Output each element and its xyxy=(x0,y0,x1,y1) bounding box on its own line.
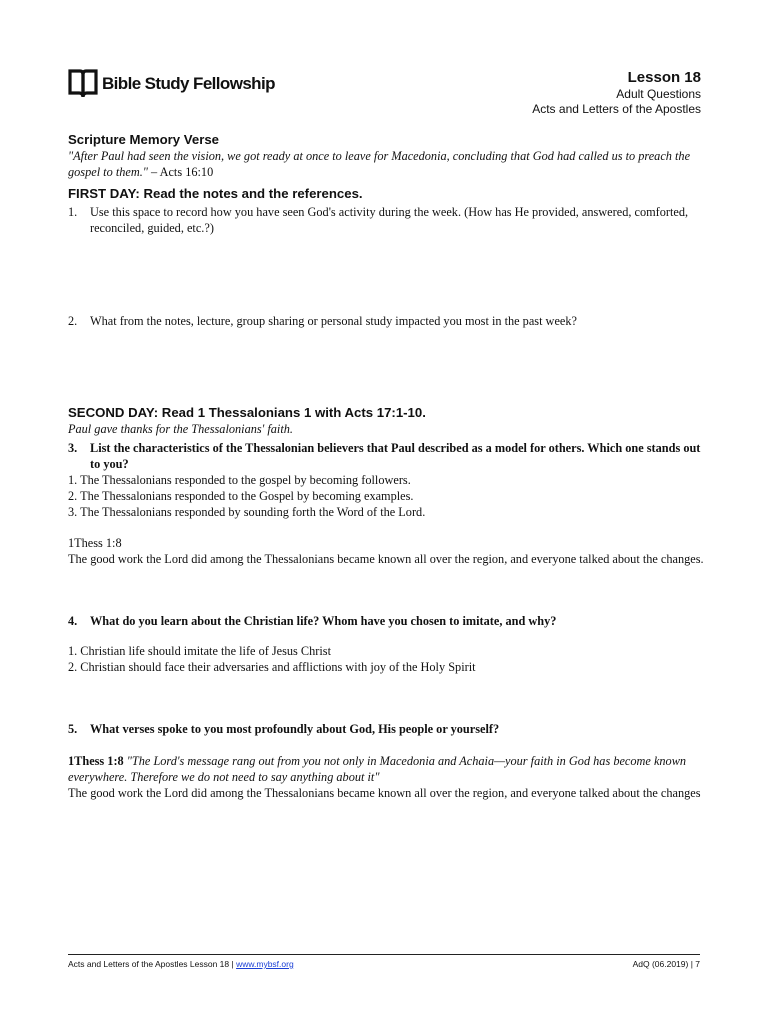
question-2-text: What from the notes, lecture, group sharing or personal study impacted you most in the past week? xyxy=(90,314,577,328)
memory-verse-quote: "After Paul had seen the vision, we got ready at once to leave for Macedonia, concluding that God had called us to preach the gospel to them." xyxy=(68,149,691,179)
answer-line: 2. Christian should face their adversaries and afflictions with joy of the Holy Spirit xyxy=(68,660,476,674)
memory-verse-title: Scripture Memory Verse xyxy=(68,132,219,147)
question-3-ref: 1Thess 1:8 xyxy=(68,536,122,550)
question-4 xyxy=(68,613,706,629)
question-4-text: What do you learn about the Christian life? Whom have you chosen to imitate, and why? xyxy=(90,614,557,628)
question-2 xyxy=(68,313,706,329)
page-footer xyxy=(68,959,700,969)
question-5-verse xyxy=(68,753,706,785)
question-5-quote: "The Lord's message rang out from you not only in Macedonia and Achaia—your faith in God has become known everywhere. Therefore we do not need to say anything about it" xyxy=(68,754,687,784)
question-2-number: 2. xyxy=(68,314,78,328)
question-3-note: The good work the Lord did among the Thessalonians became known all over the region, and everyone talked about the changes. xyxy=(68,552,704,566)
question-3-number: 3. xyxy=(68,441,78,455)
second-day-subheading: Paul gave thanks for the Thessalonians' faith. xyxy=(68,422,293,436)
question-5 xyxy=(68,721,706,737)
second-day-heading: SECOND DAY: Read 1 Thessalonians 1 with Acts 17:1-10. xyxy=(68,405,426,420)
first-day-heading: FIRST DAY: Read the notes and the references. xyxy=(68,186,363,201)
answer-line: 1. Christian life should imitate the life of Jesus Christ xyxy=(68,644,331,658)
question-4-answers xyxy=(68,643,706,675)
footer-left xyxy=(68,959,294,969)
lesson-subtitle: Adult Questions xyxy=(616,87,701,101)
question-1-number: 1. xyxy=(68,205,78,219)
question-1-text: Use this space to record how you have seen God's activity during the week. (How has He provided, answered, comforted, reconciled, guided, etc.?) xyxy=(90,205,689,235)
lesson-series: Acts and Letters of the Apostles xyxy=(532,102,701,116)
bsf-logo xyxy=(68,67,275,101)
question-1 xyxy=(68,204,706,236)
memory-verse-text xyxy=(68,148,706,180)
question-4-number: 4. xyxy=(68,614,78,628)
question-3-answers xyxy=(68,472,706,520)
question-3 xyxy=(68,440,706,472)
answer-line: 3. The Thessalonians responded by sounding forth the Word of the Lord. xyxy=(68,505,426,519)
question-5-ref: 1Thess 1:8 xyxy=(68,754,124,768)
answer-line: 1. The Thessalonians responded to the gospel by becoming followers. xyxy=(68,473,411,487)
question-3-text: List the characteristics of the Thessalonian believers that Paul described as a model for others. Which one stands out to you? xyxy=(90,441,701,471)
lesson-title: Lesson 18 xyxy=(627,69,701,86)
brand-name: Bible Study Fellowship xyxy=(102,74,275,93)
question-5-note: The good work the Lord did among the Thessalonians became known all over the region, and everyone talked about the changes xyxy=(68,786,701,800)
answer-line: 2. The Thessalonians responded to the Gospel by becoming examples. xyxy=(68,489,414,503)
footer-link[interactable]: www.mybsf.org xyxy=(236,959,294,969)
footer-page: AdQ (06.2019) | 7 xyxy=(632,959,700,969)
footer-divider xyxy=(68,954,700,955)
footer-course: Acts and Letters of the Apostles Lesson 18 | xyxy=(68,959,237,969)
open-book-icon xyxy=(68,67,98,101)
question-5-text: What verses spoke to you most profoundly about God, His people or yourself? xyxy=(90,722,500,736)
memory-verse-ref: – Acts 16:10 xyxy=(147,165,214,179)
question-5-number: 5. xyxy=(68,722,78,736)
lesson-header xyxy=(532,69,701,117)
